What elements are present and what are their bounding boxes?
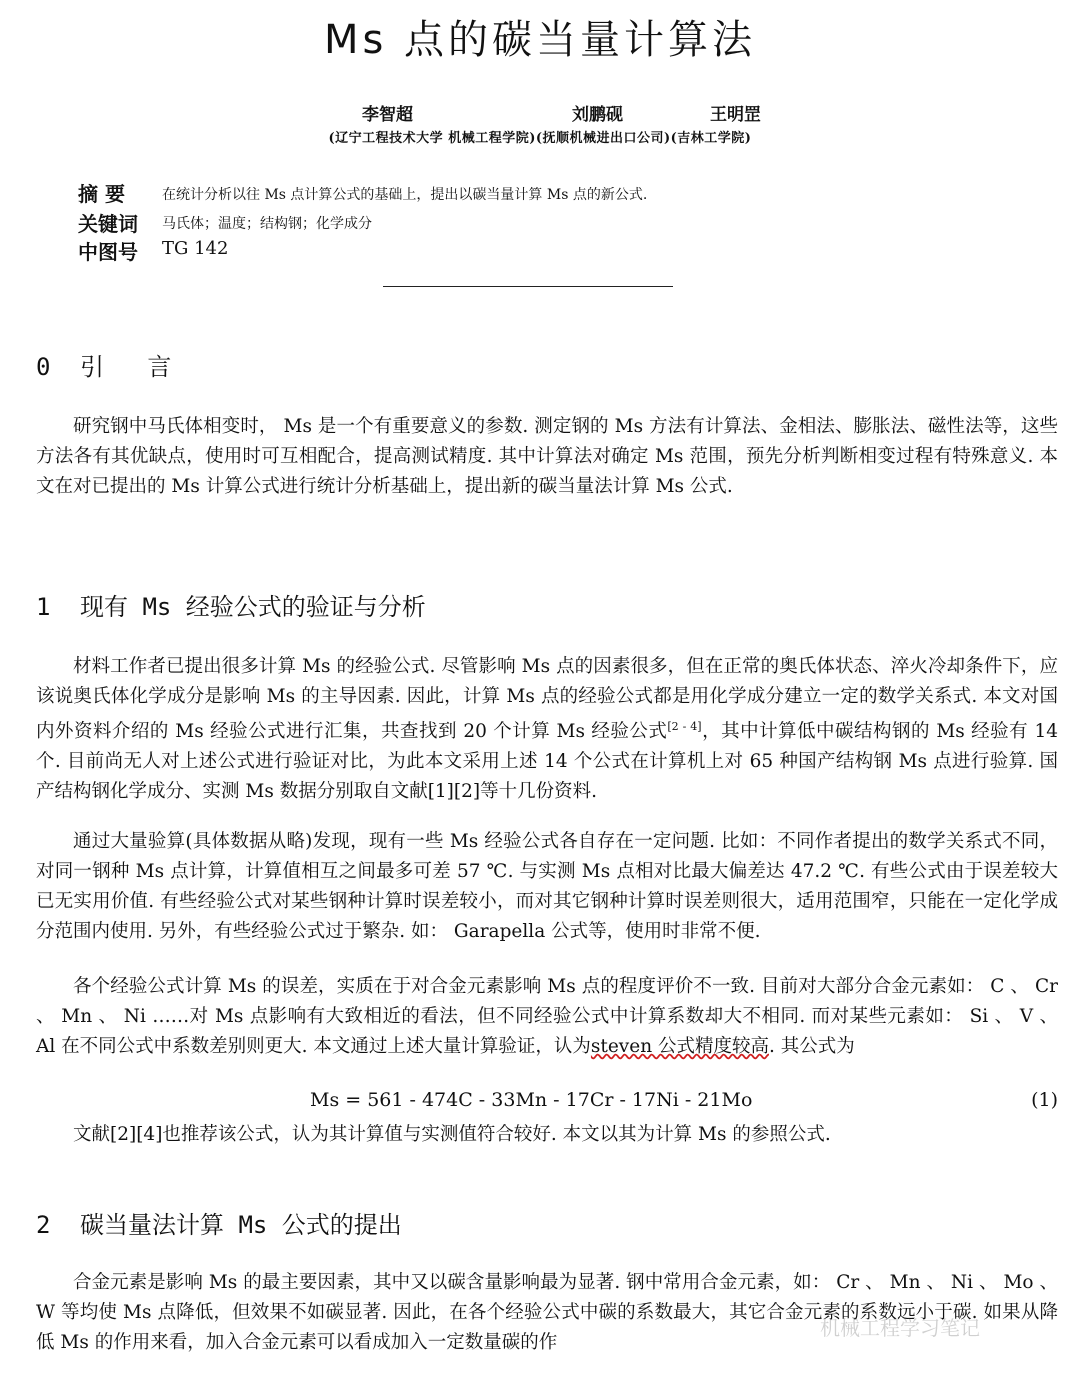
author-list — [0, 100, 1080, 126]
separator-rule — [383, 286, 673, 287]
author-1: 李智超 — [362, 105, 413, 125]
equation-row — [0, 1089, 1080, 1119]
section-number: 1 — [36, 593, 51, 621]
section-heading-2 — [36, 1205, 402, 1240]
section-heading-0 — [36, 347, 171, 382]
citation: [2 - 4] — [667, 720, 702, 733]
intro-paragraph: 研究钢中马氏体相变时， Ms 是一个有重要意义的参数. 测定钢的 Ms 方法有计算法、金相法、膨胀法、磁性法等，这些方法各有其优缺点，使用时可互相配合，提高测试精度. 其中计算法对确定 Ms 范围，预先分析判断相变过程有特殊意义. 本文在对已提出的 Ms 计算公式进行统计分析基础上，提出新的碳当量法计算 Ms 公式. — [36, 416, 1058, 497]
keywords-label: 关键词 — [78, 212, 138, 236]
section1-paragraph-4: 文献[2][4]也推荐该公式，认为其计算值与实测值符合较好. 本文以其为计算 Ms 的参照公式. — [73, 1124, 831, 1145]
classification-number: TG 142 — [162, 238, 229, 259]
paper-title: Ms 点的碳当量计算法 — [323, 17, 757, 63]
paragraph-text: . 其公式为 — [769, 1036, 855, 1057]
section-title: 现有 Ms 经验公式的验证与分析 — [80, 593, 426, 621]
section1-paragraph-2: 通过大量验算(具体数据从略)发现，现有一些 Ms 经验公式各自存在一定问题. 比如：不同作者提出的数学关系式不同，对同一钢种 Ms 点计算，计算值相互之间最多可差 57 ℃. 与实测 Ms 点相对比最大偏差达 47.2 ℃. 有些公式由于误差较大已无实用价值. 有些经验公式对某些钢种计算时误差较小，而对其它钢种计算时误差则很大，适用范围窄，只能在一定化学成分范围内使用. 另外，有些经验公式过于繁杂. 如： Garapella 公式等，使用时非常不便. — [36, 831, 1058, 942]
section-number: 2 — [36, 1211, 51, 1239]
affiliations: (辽宁工程技术大学 机械工程学院)(抚顺机械进出口公司)(吉林工学院) — [328, 131, 752, 146]
abstract-text: 在统计分析以往 Ms 点计算公式的基础上，提出以碳当量计算 Ms 点的新公式. — [162, 187, 648, 203]
equation-number: (1) — [1031, 1089, 1058, 1111]
section1-paragraph-1 — [36, 652, 1058, 807]
paragraph-text: ，其中计算低中碳结构钢的 Ms 经验有 14 个. 目前尚无人对上述公式进行验证对比，为此本文采用上述 14 个公式在计算机上对 65 种国产结构钢 Ms 点进行验算. 国产结构钢化学成分、实测 Ms 数据分别取自文献[1][2]等十几份资料. — [36, 721, 1059, 803]
paragraph-text: 各个经验公式计算 Ms 的误差，实质在于对合金元素影响 Ms 点的程度评价不一致. 目前对大部分合金元素如： C 、 Cr 、 Mn 、 Ni ……对 Ms 点影响有大致相近的看法，但不同经验公式中计算系数却大不相同. 而对某些元素如： Si 、 V 、 Al 在不同公式中系数差别则更大. 本文通过上述大量计算验证，认为 — [36, 976, 1058, 1057]
section-heading-1 — [36, 587, 426, 622]
abstract-label: 摘 要 — [78, 182, 125, 206]
paragraph-text: 材料工作者已提出很多计算 Ms 的经验公式. 尽管影响 Ms 点的因素很多，但在正常的奥氏体状态、淬火冷却条件下，应该说奥氏体化学成分是影响 Ms 的主导因素. 因此，计算 Ms 点的经验公式都是用化学成分建立一定的数学关系式. 本文对国内外资料介绍的 Ms 经验公式进行汇集，共查找到 20 个计算 Ms 经验公式 — [36, 656, 1058, 743]
section-title: 碳当量法计算 Ms 公式的提出 — [80, 1211, 402, 1239]
section-number: 0 — [36, 353, 51, 381]
keywords-text: 马氏体；温度；结构钢；化学成分 — [162, 216, 372, 232]
author-2: 刘鹏砚 — [572, 105, 623, 125]
section1-paragraph-3 — [36, 972, 1058, 1062]
section-title: 引 言 — [80, 353, 172, 381]
underlined-text: steven 公式精度较高 — [590, 1036, 769, 1057]
classification-label: 中图号 — [78, 240, 138, 264]
section2-paragraph-1: 合金元素是影响 Ms 的最主要因素，其中又以碳含量影响最为显著. 钢中常用合金元素，如： Cr 、 Mn 、 Ni 、 Mo 、 W 等均使 Ms 点降低，但效果不如碳显著. 因此，在各个经验公式中碳的系数最大，其它合金元素的系数远小于碳. 如果从降低 Ms 的作用来看，加入合金元素可以看成加入一定数量碳的作 — [36, 1272, 1058, 1353]
watermark: 机械工程学习笔记 — [820, 1316, 980, 1340]
equation-formula: Ms = 561 - 474C - 33Mn - 17Cr - 17Ni - 21Mo — [310, 1089, 753, 1111]
author-3: 王明罡 — [710, 105, 761, 125]
